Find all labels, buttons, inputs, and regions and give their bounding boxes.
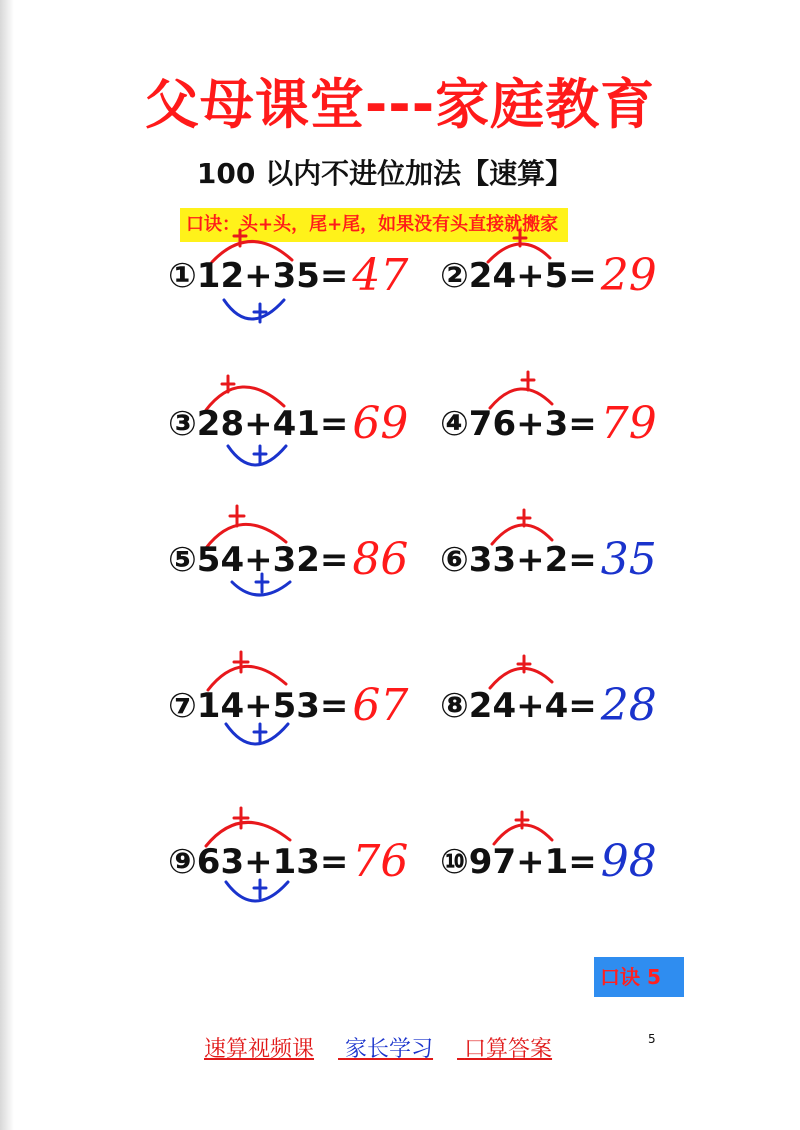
problem-answer: 86	[352, 534, 409, 585]
footer-parent-study[interactable]: 家长学习	[345, 1037, 434, 1062]
problem-expression: ④76+3=	[440, 404, 597, 444]
footer-links	[204, 1032, 576, 1063]
problem-answer: 67	[352, 680, 409, 731]
problem-answer: 69	[352, 398, 409, 449]
problem-10	[440, 832, 657, 892]
problem-expression: ⑦14+53=	[168, 686, 349, 726]
problem-expression: ⑩97+1=	[440, 842, 597, 882]
problem-answer: 98	[600, 836, 657, 887]
problem-expression: ③28+41=	[168, 404, 349, 444]
problem-7	[168, 676, 408, 736]
problem-3	[168, 394, 408, 454]
problem-9	[168, 832, 408, 892]
problem-expression: ⑤54+32=	[168, 540, 349, 580]
problem-5	[168, 530, 408, 590]
problem-answer: 29	[600, 250, 657, 301]
problem-expression: ⑧24+4=	[440, 686, 597, 726]
problem-answer: 28	[600, 680, 657, 731]
problem-1	[168, 246, 408, 306]
problem-expression: ⑨63+13=	[168, 842, 349, 882]
problem-answer: 35	[600, 534, 657, 585]
rhyme-number-badge: 口诀 5	[594, 957, 684, 997]
problem-expression: ②24+5=	[440, 256, 597, 296]
worksheet-subtitle: 100 以内不进位加法【速算】	[196, 157, 574, 190]
problem-8	[440, 676, 657, 736]
problem-expression: ⑥33+2=	[440, 540, 597, 580]
problem-answer: 47	[352, 250, 409, 301]
problem-answer: 79	[600, 398, 657, 449]
page-number: 5	[648, 1032, 656, 1046]
problem-4	[440, 394, 657, 454]
footer-answers[interactable]: 口算答案	[464, 1037, 553, 1062]
footer-video-course[interactable]: 速算视频课	[204, 1037, 315, 1062]
page-title: 父母课堂---家庭教育	[144, 73, 656, 136]
problem-answer: 76	[352, 836, 409, 887]
problem-6	[440, 530, 657, 590]
problem-2	[440, 246, 657, 306]
rhyme-banner: 口诀：头+头，尾+尾，如果没有头直接就搬家	[180, 208, 568, 242]
problem-expression: ①12+35=	[168, 256, 349, 296]
